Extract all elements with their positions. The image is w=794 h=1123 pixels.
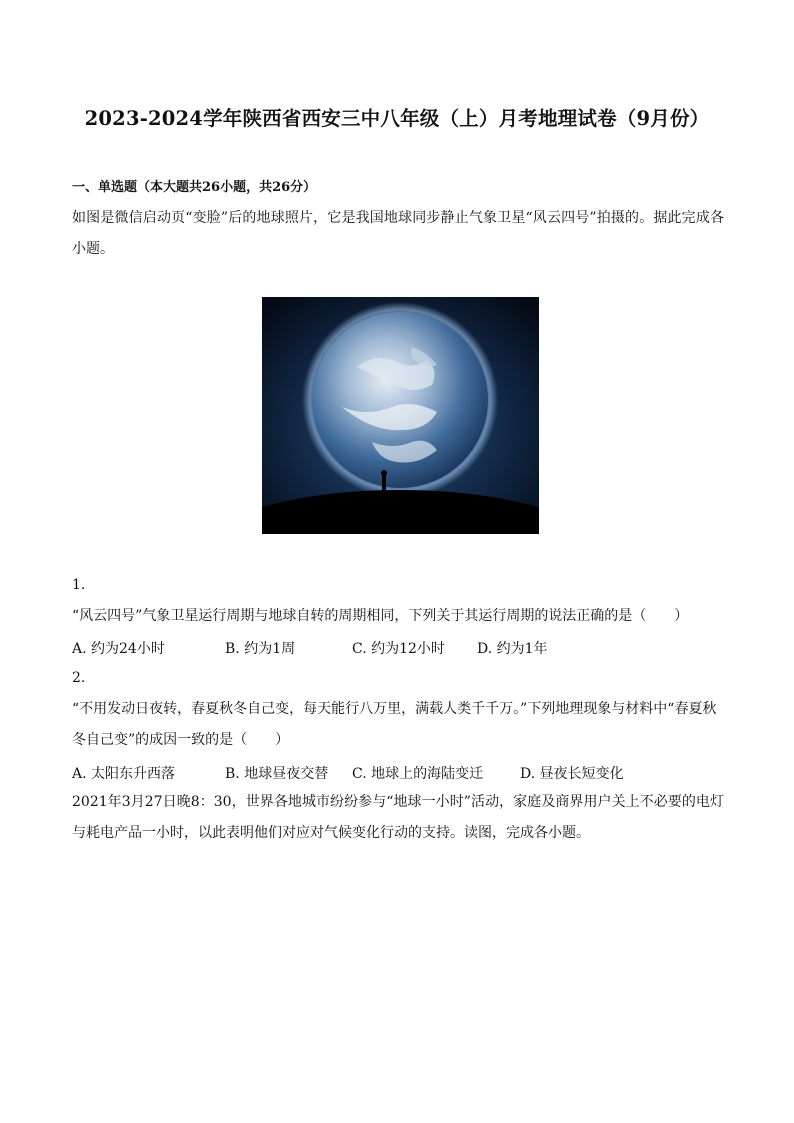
question-2-stem: “不用发动日夜转，春夏秋冬自己变，每天能行八万里，满载人类千千万。”下列地理现象与材料中“春夏秋冬自己变”的成因一致的是（ ） — [72, 701, 717, 748]
earth-photo-figure — [262, 297, 539, 534]
passage-2: 2021年3月27日晚8：30，世界各地城市纷纷参与“地球一小时”活动，家庭及商界用户关上不必要的电灯与耗电产品一小时，以此表明他们对应对气候变化行动的支持。读图，完成各小题。 — [72, 794, 724, 841]
question-2-option-a[interactable]: A. 太阳东升西落 — [72, 766, 176, 782]
question-1-option-b[interactable]: B. 约为1周 — [225, 641, 296, 657]
question-1-stem: “风云四号”气象卫星运行周期与地球自转的周期相同，下列关于其运行周期的说法正确的是（ ） — [72, 608, 689, 624]
page-title: 2023-2024学年陕西省西安三中八年级（上）月考地理试卷（9月份） — [84, 107, 710, 130]
section-heading: 一、单选题（本大题共26小题，共26分） — [72, 180, 317, 195]
question-2-number: 2. — [72, 670, 86, 686]
question-1-option-a[interactable]: A. 约为24小时 — [72, 641, 165, 657]
section-intro: 如图是微信启动页“变脸”后的地球照片，它是我国地球同步静止气象卫星“风云四号”拍摄的。据此完成各小题。 — [72, 210, 724, 257]
question-1-option-c[interactable]: C. 约为12小时 — [352, 641, 445, 657]
question-2-option-b[interactable]: B. 地球昼夜交替 — [225, 766, 329, 782]
question-1-number: 1. — [72, 577, 86, 593]
question-1-option-d[interactable]: D. 约为1年 — [477, 641, 548, 657]
question-2-option-c[interactable]: C. 地球上的海陆变迁 — [352, 766, 484, 782]
question-2-option-d[interactable]: D. 昼夜长短变化 — [520, 766, 624, 782]
earth-photo-icon — [262, 297, 539, 534]
